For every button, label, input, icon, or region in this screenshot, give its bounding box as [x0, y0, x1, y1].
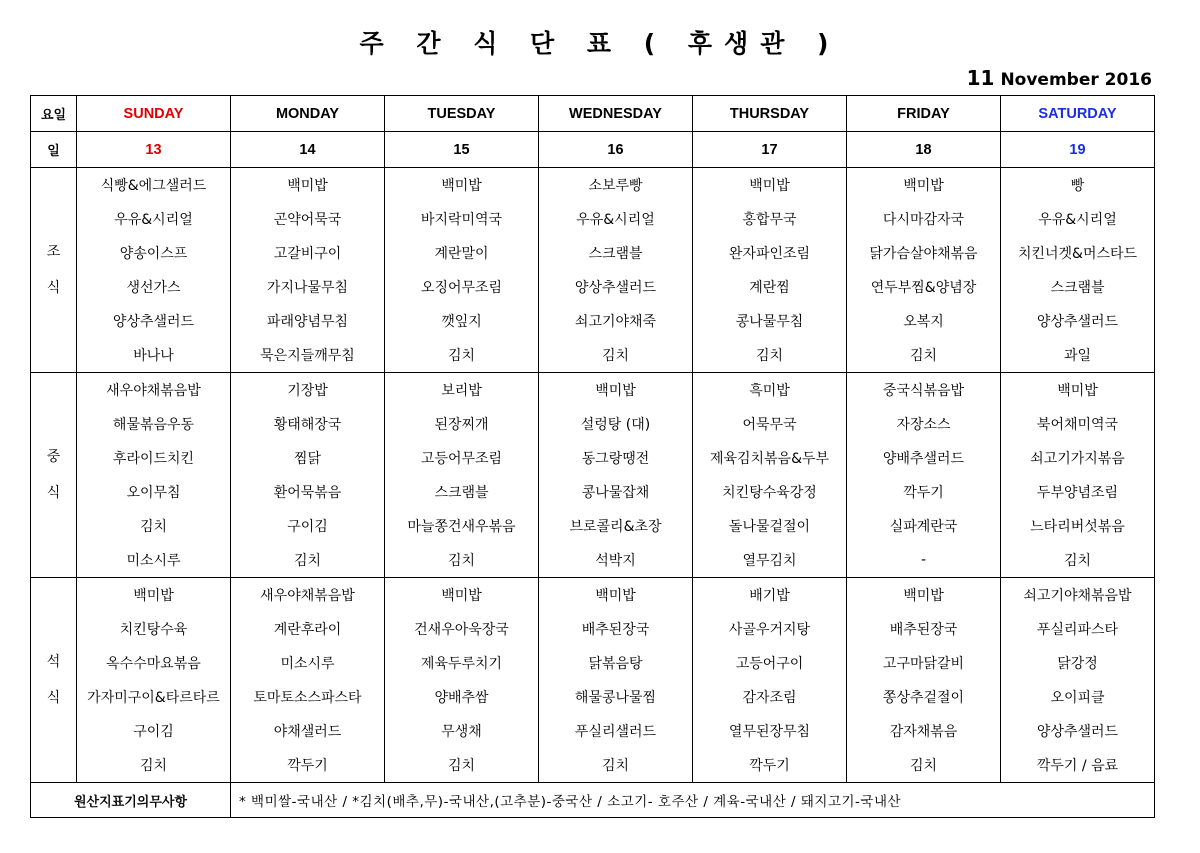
menu-item: 새우야채볶음밥	[231, 578, 385, 613]
menu-item: -	[847, 543, 1001, 578]
menu-item: 기장밥	[231, 373, 385, 408]
menu-item: 생선가스	[77, 270, 231, 304]
menu-row	[31, 304, 1155, 338]
date-row-label: 일	[31, 132, 77, 168]
menu-item: 오징어무조림	[385, 270, 539, 304]
menu-row	[31, 441, 1155, 475]
menu-row	[31, 475, 1155, 509]
meal-label-char: 식	[46, 485, 61, 501]
menu-item: 닭볶음탕	[539, 646, 693, 680]
menu-item: 석박지	[539, 543, 693, 578]
menu-item: 고등어무조림	[385, 441, 539, 475]
menu-item: 고갈비구이	[231, 236, 385, 270]
menu-item: 자장소스	[847, 407, 1001, 441]
menu-item: 곤약어묵국	[231, 202, 385, 236]
menu-item: 양배추쌈	[385, 680, 539, 714]
menu-item: 완자파인조림	[693, 236, 847, 270]
menu-row	[31, 202, 1155, 236]
menu-item: 홍합무국	[693, 202, 847, 236]
origin-text: * 백미쌀-국내산 / *김치(배추,무)-국내산,(고추분)-중국산 / 소고기- 호주산 / 계육-국내산 / 돼지고기-국내산	[231, 783, 1155, 818]
menu-item: 쇠고기야채죽	[539, 304, 693, 338]
menu-item: 치킨탕수육	[77, 612, 231, 646]
meal-label-char: 식	[46, 280, 61, 296]
menu-row	[31, 612, 1155, 646]
menu-item: 백미밥	[539, 578, 693, 613]
meal-label-char: 식	[46, 690, 61, 706]
weekday-row	[31, 96, 1155, 132]
menu-item: 연두부찜&양념장	[847, 270, 1001, 304]
menu-item: 깍두기	[847, 475, 1001, 509]
day-header-monday: MONDAY	[231, 96, 385, 132]
menu-item: 김치	[847, 338, 1001, 373]
menu-item: 쇠고기가지볶음	[1001, 441, 1155, 475]
menu-row	[31, 578, 1155, 613]
menu-item: 닭가슴살야채볶음	[847, 236, 1001, 270]
menu-item: 양상추샐러드	[77, 304, 231, 338]
page-title: 주 간 식 단 표 ( 후생관 )	[359, 29, 841, 58]
menu-item: 다시마감자국	[847, 202, 1001, 236]
menu-item: 흑미밥	[693, 373, 847, 408]
meal-label-dinner	[31, 578, 77, 783]
menu-item: 쫑상추겉절이	[847, 680, 1001, 714]
menu-row	[31, 543, 1155, 578]
menu-item: 김치	[539, 748, 693, 783]
menu-row	[31, 646, 1155, 680]
menu-item: 어묵무국	[693, 407, 847, 441]
weekly-menu-table	[30, 95, 1155, 818]
menu-item: 느타리버섯볶음	[1001, 509, 1155, 543]
date-sunday: 13	[77, 132, 231, 168]
menu-item: 보리밥	[385, 373, 539, 408]
menu-item: 양상추샐러드	[1001, 304, 1155, 338]
menu-item: 환어묵볶음	[231, 475, 385, 509]
menu-item: 사골우거지탕	[693, 612, 847, 646]
date-tuesday: 15	[385, 132, 539, 168]
menu-item: 스크램블	[1001, 270, 1155, 304]
menu-item: 동그랑땡전	[539, 441, 693, 475]
menu-item: 김치	[1001, 543, 1155, 578]
menu-item: 치킨탕수육강정	[693, 475, 847, 509]
menu-item: 실파계란국	[847, 509, 1001, 543]
menu-item: 고등어구이	[693, 646, 847, 680]
menu-row	[31, 270, 1155, 304]
menu-item: 깍두기	[693, 748, 847, 783]
menu-item: 푸실리샐러드	[539, 714, 693, 748]
date-friday: 18	[847, 132, 1001, 168]
menu-item: 구이김	[77, 714, 231, 748]
date-row	[31, 132, 1155, 168]
menu-item: 김치	[385, 543, 539, 578]
menu-item: 브로콜리&초장	[539, 509, 693, 543]
menu-item: 백미밥	[385, 168, 539, 203]
menu-item: 가지나물무침	[231, 270, 385, 304]
menu-item: 백미밥	[1001, 373, 1155, 408]
origin-row	[31, 783, 1155, 818]
menu-item: 열무된장무침	[693, 714, 847, 748]
menu-item: 구이김	[231, 509, 385, 543]
menu-item: 가자미구이&타르타르	[77, 680, 231, 714]
date-month-year: November 2016	[1000, 70, 1152, 90]
menu-item: 토마토소스파스타	[231, 680, 385, 714]
menu-item: 닭강정	[1001, 646, 1155, 680]
menu-row	[31, 168, 1155, 203]
menu-item: 백미밥	[693, 168, 847, 203]
menu-item: 김치	[231, 543, 385, 578]
day-header-friday: FRIDAY	[847, 96, 1001, 132]
menu-item: 감자채볶음	[847, 714, 1001, 748]
date-saturday: 19	[1001, 132, 1155, 168]
menu-item: 계란후라이	[231, 612, 385, 646]
date-day: 11	[966, 66, 995, 90]
menu-item: 마늘쫑건새우볶음	[385, 509, 539, 543]
menu-item: 쇠고기야채볶음밥	[1001, 578, 1155, 613]
weekday-row-label: 요일	[31, 96, 77, 132]
menu-item: 건새우아욱장국	[385, 612, 539, 646]
menu-item: 우유&시리얼	[1001, 202, 1155, 236]
menu-item: 깍두기 / 음료	[1001, 748, 1155, 783]
menu-item: 해물콩나물찜	[539, 680, 693, 714]
menu-item: 김치	[385, 748, 539, 783]
menu-item: 야채샐러드	[231, 714, 385, 748]
menu-item: 백미밥	[385, 578, 539, 613]
day-header-saturday: SATURDAY	[1001, 96, 1155, 132]
meal-label-lunch	[31, 373, 77, 578]
menu-item: 스크램블	[539, 236, 693, 270]
menu-item: 치킨너겟&머스타드	[1001, 236, 1155, 270]
menu-item: 오복지	[847, 304, 1001, 338]
menu-item: 김치	[385, 338, 539, 373]
menu-item: 김치	[693, 338, 847, 373]
menu-item: 배기밥	[693, 578, 847, 613]
meal-label-char: 조	[46, 244, 61, 260]
menu-item: 돌나물겉절이	[693, 509, 847, 543]
origin-label: 원산지표기의무사항	[31, 783, 231, 818]
menu-row	[31, 748, 1155, 783]
day-header-thursday: THURSDAY	[693, 96, 847, 132]
menu-row	[31, 373, 1155, 408]
menu-item: 콩나물잡채	[539, 475, 693, 509]
menu-item: 바지락미역국	[385, 202, 539, 236]
menu-item: 배추된장국	[539, 612, 693, 646]
menu-row	[31, 407, 1155, 441]
menu-item: 무생채	[385, 714, 539, 748]
menu-item: 후라이드치킨	[77, 441, 231, 475]
day-header-wednesday: WEDNESDAY	[539, 96, 693, 132]
date-monday: 14	[231, 132, 385, 168]
menu-item: 배추된장국	[847, 612, 1001, 646]
menu-item: 오이무침	[77, 475, 231, 509]
menu-item: 스크램블	[385, 475, 539, 509]
menu-item: 백미밥	[231, 168, 385, 203]
menu-item: 콩나물무침	[693, 304, 847, 338]
meal-label-breakfast	[31, 168, 77, 373]
day-header-sunday: SUNDAY	[77, 96, 231, 132]
menu-item: 우유&시리얼	[77, 202, 231, 236]
menu-item: 빵	[1001, 168, 1155, 203]
menu-row	[31, 680, 1155, 714]
menu-item: 김치	[77, 748, 231, 783]
menu-item: 김치	[847, 748, 1001, 783]
menu-item: 백미밥	[77, 578, 231, 613]
menu-item: 열무김치	[693, 543, 847, 578]
menu-item: 양배추샐러드	[847, 441, 1001, 475]
menu-item: 찜닭	[231, 441, 385, 475]
menu-item: 제육두루치기	[385, 646, 539, 680]
menu-item: 백미밥	[847, 578, 1001, 613]
menu-item: 김치	[539, 338, 693, 373]
menu-item: 해물볶음우동	[77, 407, 231, 441]
menu-item: 묵은지들깨무침	[231, 338, 385, 373]
menu-item: 바나나	[77, 338, 231, 373]
menu-item: 식빵&에그샐러드	[77, 168, 231, 203]
menu-item: 과일	[1001, 338, 1155, 373]
menu-item: 우유&시리얼	[539, 202, 693, 236]
menu-item: 양송이스프	[77, 236, 231, 270]
menu-date	[967, 66, 1152, 90]
menu-item: 미소시루	[231, 646, 385, 680]
date-thursday: 17	[693, 132, 847, 168]
menu-item: 김치	[77, 509, 231, 543]
date-wednesday: 16	[539, 132, 693, 168]
menu-row	[31, 338, 1155, 373]
menu-item: 양상추샐러드	[539, 270, 693, 304]
menu-item: 푸실리파스타	[1001, 612, 1155, 646]
menu-item: 중국식볶음밥	[847, 373, 1001, 408]
menu-item: 깻잎지	[385, 304, 539, 338]
menu-row	[31, 236, 1155, 270]
menu-item: 된장찌개	[385, 407, 539, 441]
menu-item: 황태해장국	[231, 407, 385, 441]
menu-item: 북어채미역국	[1001, 407, 1155, 441]
menu-item: 제육김치볶음&두부	[693, 441, 847, 475]
menu-item: 두부양념조림	[1001, 475, 1155, 509]
menu-item: 계란찜	[693, 270, 847, 304]
meal-label-char: 중	[46, 449, 61, 465]
menu-item: 계란말이	[385, 236, 539, 270]
menu-item: 백미밥	[847, 168, 1001, 203]
menu-item: 파래양념무침	[231, 304, 385, 338]
menu-item: 고구마닭갈비	[847, 646, 1001, 680]
menu-item: 백미밥	[539, 373, 693, 408]
meal-label-char: 석	[46, 654, 61, 670]
menu-item: 오이피클	[1001, 680, 1155, 714]
menu-item: 설렁탕 (대)	[539, 407, 693, 441]
day-header-tuesday: TUESDAY	[385, 96, 539, 132]
menu-item: 새우야채볶음밥	[77, 373, 231, 408]
menu-item: 옥수수마요볶음	[77, 646, 231, 680]
menu-item: 미소시루	[77, 543, 231, 578]
menu-item: 소보루빵	[539, 168, 693, 203]
menu-item: 깍두기	[231, 748, 385, 783]
menu-row	[31, 509, 1155, 543]
menu-item: 양상추샐러드	[1001, 714, 1155, 748]
menu-item: 감자조림	[693, 680, 847, 714]
menu-row	[31, 714, 1155, 748]
